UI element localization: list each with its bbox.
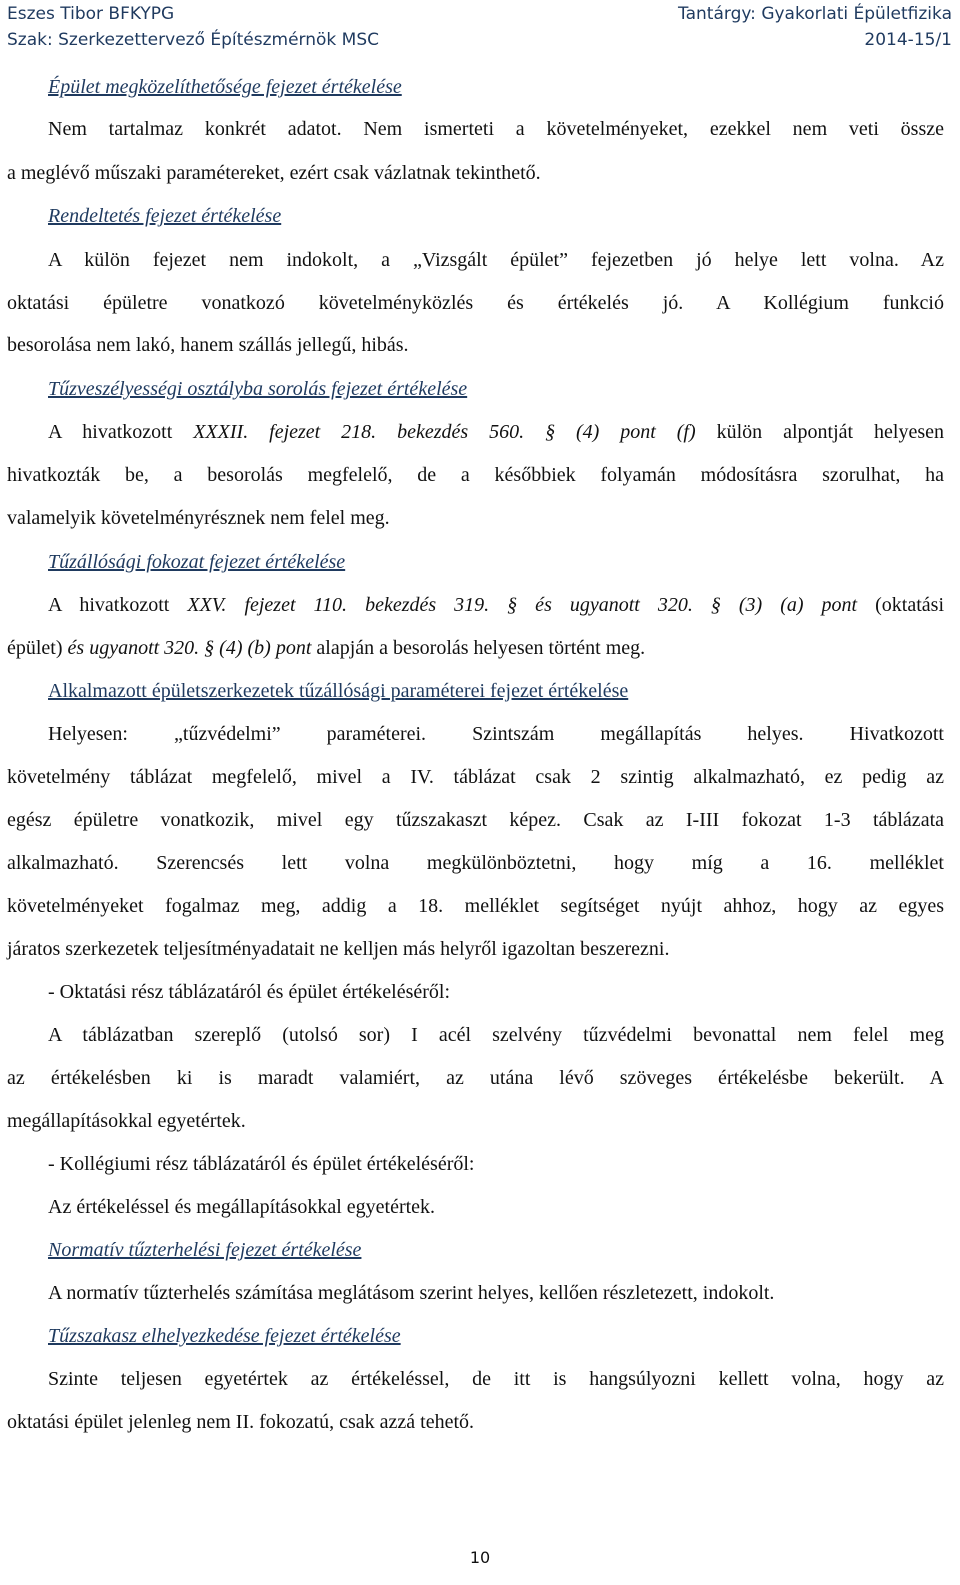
paragraph-line: egész épületre vonatkozik, mivel egy tűzszakaszt képez. Csak az I-III fokozat 1-3 táblázata	[7, 809, 944, 831]
section-heading-fire-load: Normatív tűzterhelési fejezet értékelése	[48, 1239, 362, 1261]
section-heading-fire-resistance: Tűzállósági fokozat fejezet értékelése	[48, 551, 346, 573]
paragraph-line: valamelyik követelményrésznek nem felel meg.	[7, 507, 390, 529]
paragraph-line: követelményeket fogalmaz meg, addig a 18. melléklet segítséget nyújt ahhoz, hogy az egyes	[7, 895, 944, 917]
paragraph-line: az értékelésben ki is maradt valamiért, az utána lévő szöveges értékelésbe bekerült. A	[7, 1067, 944, 1089]
paragraph-line: alkalmazható. Szerencsés lett volna megkülönböztetni, hogy míg a 16. melléklet	[7, 852, 944, 874]
paragraph-line: oktatási épületre vonatkozó követelményközlés és értékelés jó. A Kollégium funkció	[7, 292, 944, 314]
section-heading-fire-class: Tűzveszélyességi osztályba sorolás fejezet értékelése	[48, 378, 468, 400]
header-author: Eszes Tibor BFKYPG	[7, 4, 175, 24]
header-subject: Tantárgy: Gyakorlati Épületfizika	[678, 4, 952, 24]
list-item: - Oktatási rész táblázatáról és épület értékeléséről:	[48, 981, 451, 1003]
paragraph-line: épület) és ugyanott 320. § (4) (b) pont alapján a besorolás helyesen történt meg.	[7, 637, 646, 659]
paragraph-line: hivatkozták be, a besorolás megfelelő, de a későbbiek folyamán módosításra szorulhat, ha	[7, 464, 944, 486]
header-major: Szak: Szerkezettervező Építészmérnök MSC	[7, 30, 379, 50]
section-heading-access: Épület megközelíthetősége fejezet értékelése	[48, 76, 402, 98]
paragraph-line: Az értékeléssel és megállapításokkal egyetértek.	[48, 1196, 436, 1218]
paragraph-line: Helyesen: „tűzvédelmi” paraméterei. Szintszám megállapítás helyes. Hivatkozott	[48, 723, 944, 745]
paragraph-line: A normatív tűzterhelés számítása meglátásom szerint helyes, kellően részletezett, indokolt.	[48, 1282, 775, 1304]
section-heading-purpose: Rendeltetés fejezet értékelése	[48, 205, 282, 227]
section-heading-structures: Alkalmazott épületszerkezetek tűzállósági paraméterei fejezet értékelése	[48, 680, 629, 702]
paragraph-line: besorolása nem lakó, hanem szállás jellegű, hibás.	[7, 334, 409, 356]
page-header	[0, 0, 960, 60]
paragraph-line: megállapításokkal egyetértek.	[7, 1110, 246, 1132]
paragraph-line: Nem tartalmaz konkrét adatot. Nem ismerteti a követelményeket, ezekkel nem veti össze	[48, 118, 944, 140]
paragraph-line: A táblázatban szereplő (utolsó sor) I acél szelvény tűzvédelmi bevonattal nem felel meg	[48, 1024, 944, 1046]
paragraph-line: követelmény táblázat megfelelő, mivel a IV. táblázat csak 2 szintig alkalmazható, ez pedig az	[7, 766, 944, 788]
paragraph-line: Szinte teljesen egyetértek az értékeléssel, de itt is hangsúlyozni kellett volna, hogy az	[48, 1368, 944, 1390]
paragraph-line: oktatási épület jelenleg nem II. fokozatú, csak azzá tehető.	[7, 1411, 475, 1433]
list-item: - Kollégiumi rész táblázatáról és épület értékeléséről:	[48, 1153, 475, 1175]
paragraph-line: A hivatkozott XXV. fejezet 110. bekezdés 319. § és ugyanott 320. § (3) (a) pont (oktatási	[48, 594, 945, 616]
paragraph-line: A hivatkozott XXXII. fejezet 218. bekezdés 560. § (4) pont (f) külön alpontját helyesen	[48, 421, 944, 443]
page-number: 10	[469, 1548, 491, 1567]
section-heading-fire-compartment: Tűzszakasz elhelyezkedése fejezet értékelése	[48, 1325, 401, 1347]
paragraph-line: A külön fejezet nem indokolt, a „Vizsgált épület” fejezetben jó helye lett volna. Az	[48, 249, 944, 271]
paragraph-line: járatos szerkezetek teljesítményadatait ne kelljen más helyről igazoltan beszerezni.	[7, 938, 670, 960]
header-term: 2014-15/1	[864, 30, 952, 50]
paragraph-line: a meglévő műszaki paramétereket, ezért csak vázlatnak tekinthető.	[7, 162, 541, 184]
